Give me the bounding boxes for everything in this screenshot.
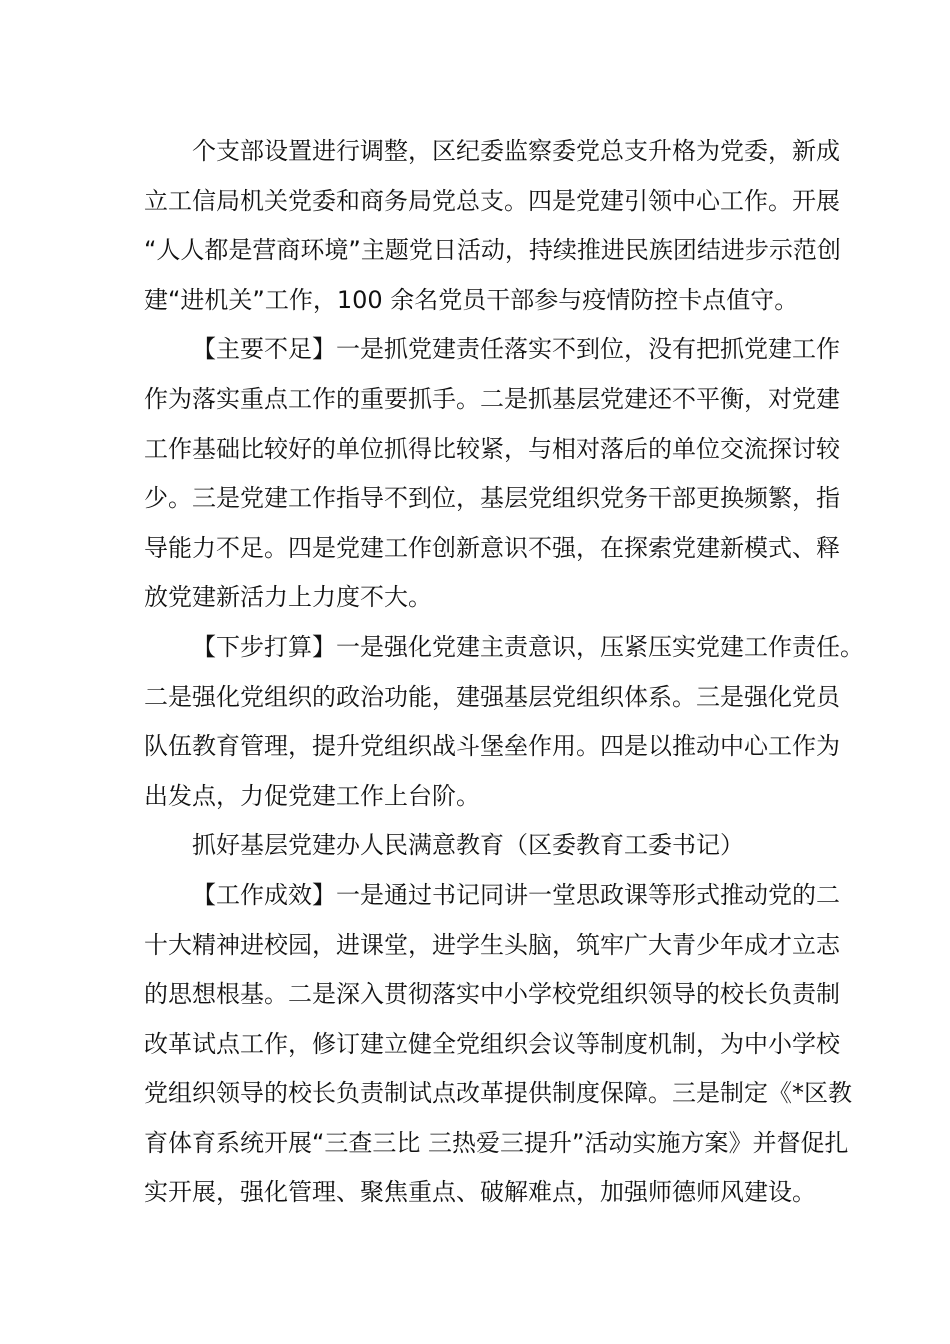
text-line: 工作基础比较好的单位抓得比较紧，与相对落后的单位交流探讨较: [144, 434, 840, 463]
text-line: 十大精神进校园，进课堂，进学生头脑，筑牢广大青少年成才立志: [144, 930, 840, 959]
text-line: 队伍教育管理，提升党组织战斗堡垒作用。四是以推动中心工作为: [144, 732, 840, 761]
text-line: 少。三是党建工作指导不到位，基层党组织党务干部更换频繁，指: [144, 484, 840, 513]
text-line: 实开展，强化管理、聚焦重点、破解难点，加强师德师风建设。: [144, 1178, 816, 1207]
text-line: 改革试点工作，修订建立健全党组织会议等制度机制，为中小学校: [144, 1029, 840, 1058]
text-line: 【下步打算】一是强化党建主责意识，压紧压实党建工作责任。: [192, 632, 864, 661]
text-line: 二是强化党组织的政治功能，建强基层党组织体系。三是强化党员: [144, 682, 840, 711]
text-line: 【工作成效】一是通过书记同讲一堂思政课等形式推动党的二: [192, 880, 840, 909]
text-line: 作为落实重点工作的重要抓手。二是抓基层党建还不平衡，对党建: [144, 384, 840, 413]
text-line: 【主要不足】一是抓党建责任落实不到位，没有把抓党建工作: [192, 335, 840, 364]
document-body: [144, 127, 864, 1218]
text-line: 的思想根基。二是深入贯彻落实中小学校党组织领导的校长负责制: [144, 980, 840, 1009]
text-line: 育体育系统开展“三查三比 三热爱三提升”活动实施方案》并督促扎: [144, 1128, 849, 1157]
section-heading: 抓好基层党建办人民满意教育（区委教育工委书记）: [192, 831, 744, 860]
text-line: 立工信局机关党委和商务局党总支。四是党建引领中心工作。开展: [144, 186, 840, 215]
text-line: 个支部设置进行调整，区纪委监察委党总支升格为党委，新成: [192, 137, 840, 165]
text-line: 放党建新活力上力度不大。: [144, 583, 432, 612]
text-line: 出发点，力促党建工作上台阶。: [144, 781, 480, 810]
text-line: 党组织领导的校长负责制试点改革提供制度保障。三是制定《*区教: [144, 1079, 852, 1108]
text-line: “人人都是营商环境”主题党日活动，持续推进民族团结进步示范创: [144, 236, 841, 265]
text-line: 导能力不足。四是党建工作创新意识不强，在探索党建新模式、释: [144, 533, 840, 562]
text-line: 建“进机关”工作，100 余名党员干部参与疫情防控卡点值守。: [144, 285, 799, 314]
